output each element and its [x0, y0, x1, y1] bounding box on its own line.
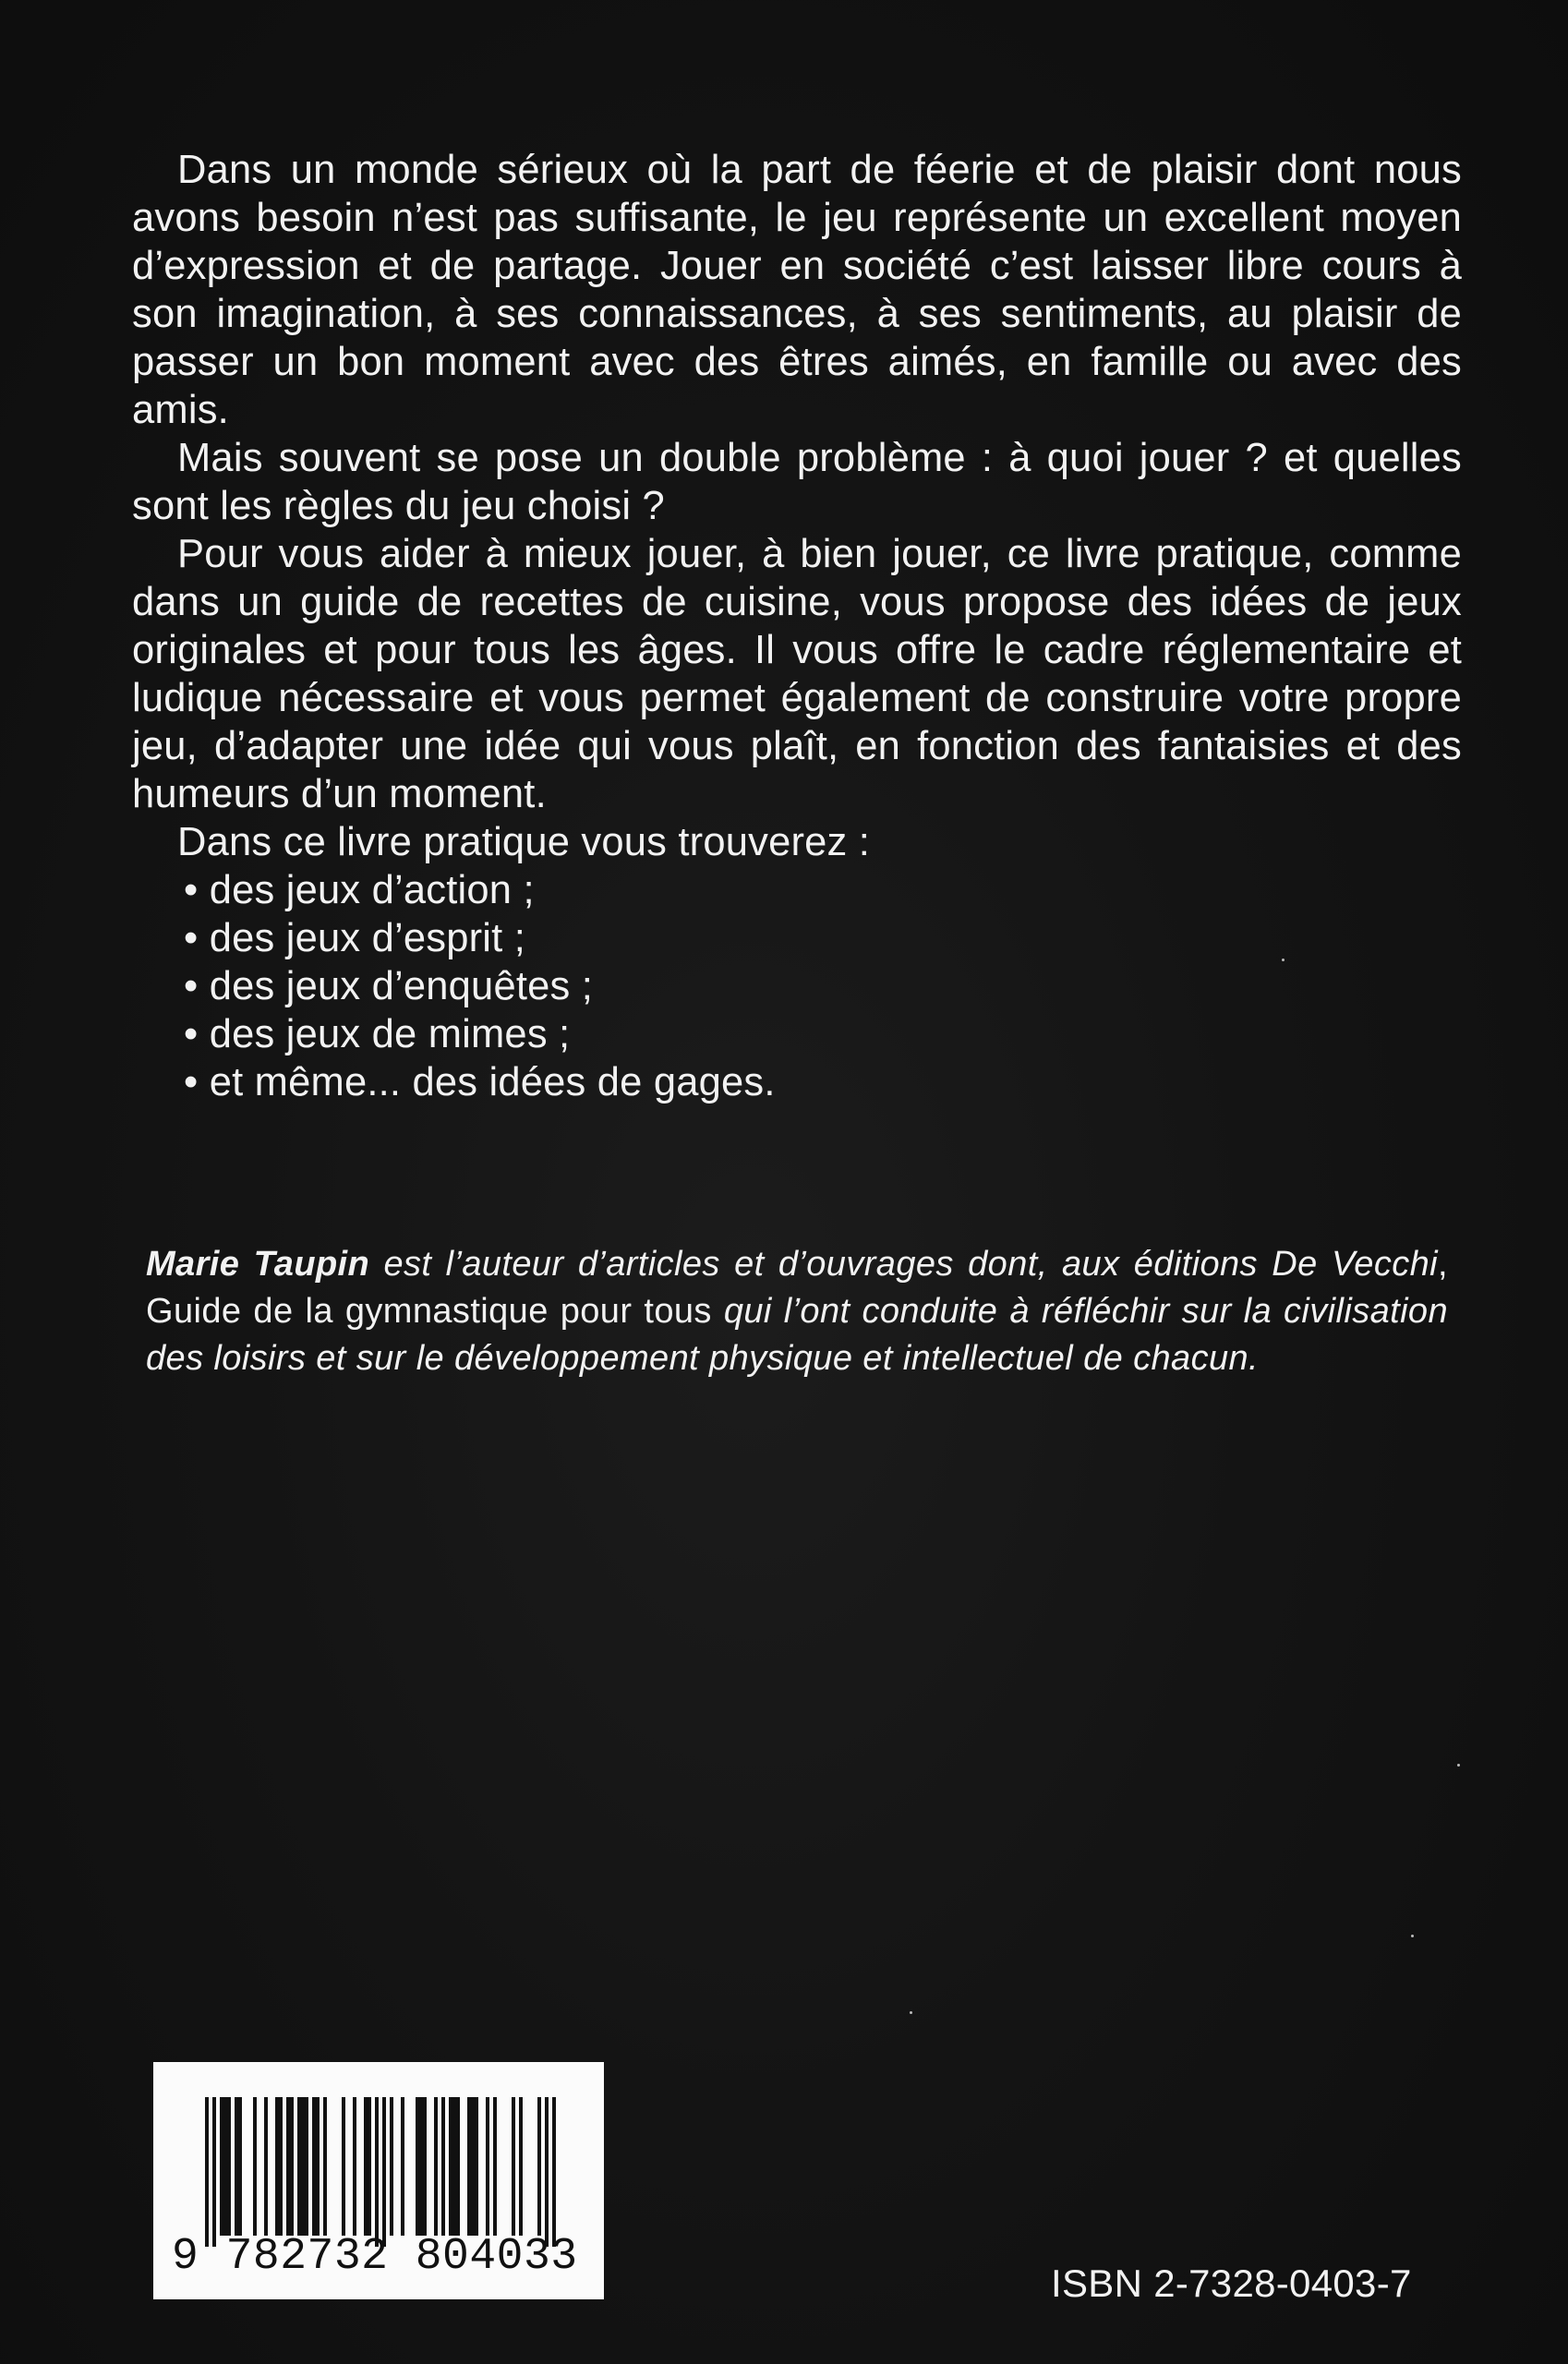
barcode-bar — [441, 2097, 445, 2236]
author-note — [146, 1241, 1448, 1382]
barcode-bar — [368, 2097, 371, 2236]
barcode-bar — [316, 2097, 320, 2236]
author-note-text: est l’auteur d’articles et d’ouvrages dont, aux éditions — [369, 1245, 1272, 1284]
dust-speck — [1411, 1935, 1414, 1937]
barcode-bar — [519, 2097, 523, 2236]
blurb-text — [132, 146, 1462, 1106]
author-note-text: qui l’ont conduite à réfléchir sur la civilisation des loisirs et sur le développement physique et intellectuel de chacun. — [146, 1292, 1448, 1378]
publisher-name: De Vecchi — [1272, 1245, 1439, 1284]
barcode-bar — [220, 2097, 223, 2236]
barcode-bar — [475, 2097, 478, 2236]
barcode-bar — [227, 2097, 231, 2236]
contents-list — [132, 866, 1462, 1106]
barcode-bar — [205, 2097, 209, 2247]
barcode-bar — [264, 2097, 268, 2236]
dust-speck — [1282, 959, 1285, 961]
barcode-bar — [305, 2097, 308, 2236]
barcode-bar — [290, 2097, 294, 2236]
barcode-bars — [153, 2062, 604, 2247]
paragraph-list-intro: Dans ce livre pratique vous trouverez : — [177, 820, 871, 864]
barcode — [153, 2062, 604, 2299]
list-item: • des jeux d’action ; — [184, 868, 535, 912]
barcode-bar — [537, 2097, 541, 2236]
list-item: • des jeux d’esprit ; — [184, 916, 526, 960]
barcode-bar — [286, 2097, 290, 2236]
barcode-bar — [223, 2097, 227, 2236]
barcode-bar — [312, 2097, 316, 2236]
barcode-bar — [353, 2097, 356, 2236]
barcode-bar — [486, 2097, 489, 2236]
barcode-bar — [471, 2097, 475, 2236]
barcode-bar — [297, 2097, 301, 2236]
list-item: • des jeux d’enquêtes ; — [184, 964, 594, 1008]
isbn-number: ISBN 2-7328-0403-7 — [1051, 2261, 1412, 2305]
barcode-bar — [552, 2097, 556, 2247]
barcode-bar — [279, 2097, 283, 2236]
barcode-digits: 9 782732 804033 — [172, 2232, 578, 2282]
barcode-bar — [212, 2097, 216, 2247]
barcode-bar — [235, 2097, 238, 2236]
barcode-bar — [452, 2097, 456, 2236]
barcode-bar — [419, 2097, 423, 2236]
barcode-bar — [423, 2097, 427, 2236]
author-note-comma: , — [1438, 1245, 1448, 1284]
author-name: Marie Taupin — [146, 1245, 370, 1284]
barcode-bar — [449, 2097, 452, 2236]
barcode-bar — [342, 2097, 345, 2236]
book-title: Guide de la gymnastique pour tous — [146, 1292, 712, 1331]
barcode-bar — [253, 2097, 257, 2236]
list-item: • et même... des idées de gages. — [184, 1060, 776, 1104]
barcode-bar — [238, 2097, 242, 2236]
barcode-bar — [364, 2097, 368, 2236]
barcode-bar — [493, 2097, 497, 2236]
barcode-bar — [382, 2097, 386, 2247]
barcode-bar — [434, 2097, 438, 2236]
barcode-bar — [416, 2097, 419, 2236]
barcode-bar — [323, 2097, 327, 2236]
paragraph-intro: Dans un monde sérieux où la part de féerie et de plaisir dont nous avons besoin n’est pas suffisante, le jeu représente un excellent moyen d’expression et de partage. Jouer en société c’est laisser libre cours à son imagination, à ses connaissances, à ses sentiments, au plaisir de passer un bon moment avec des êtres aimés, en famille ou avec des amis. — [132, 148, 1462, 432]
barcode-bar — [456, 2097, 460, 2236]
barcode-bar — [275, 2097, 279, 2236]
barcode-bar — [390, 2097, 393, 2236]
barcode-bar — [301, 2097, 305, 2236]
paragraph-problem: Mais souvent se pose un double problème : à quoi jouer ? et quelles sont les règles du jeu choisi ? — [132, 436, 1462, 528]
barcode-bar — [467, 2097, 471, 2236]
barcode-bar — [545, 2097, 549, 2247]
paragraph-purpose: Pour vous aider à mieux jouer, à bien jouer, ce livre pratique, comme dans un guide de recettes de cuisine, vous propose des idées de jeux originales et pour tous les âges. Il vous offre le cadre réglementaire et ludique nécessaire et vous permet également de construire votre propre jeu, d’adapter une idée qui vous plaît, en fonction des fantaisies et des humeurs d’un moment. — [132, 532, 1462, 816]
dust-speck — [1457, 1764, 1460, 1767]
barcode-bar — [375, 2097, 379, 2247]
dust-speck — [910, 2011, 912, 2014]
list-item: • des jeux de mimes ; — [184, 1012, 571, 1056]
barcode-bar — [401, 2097, 404, 2236]
barcode-bar — [512, 2097, 515, 2236]
